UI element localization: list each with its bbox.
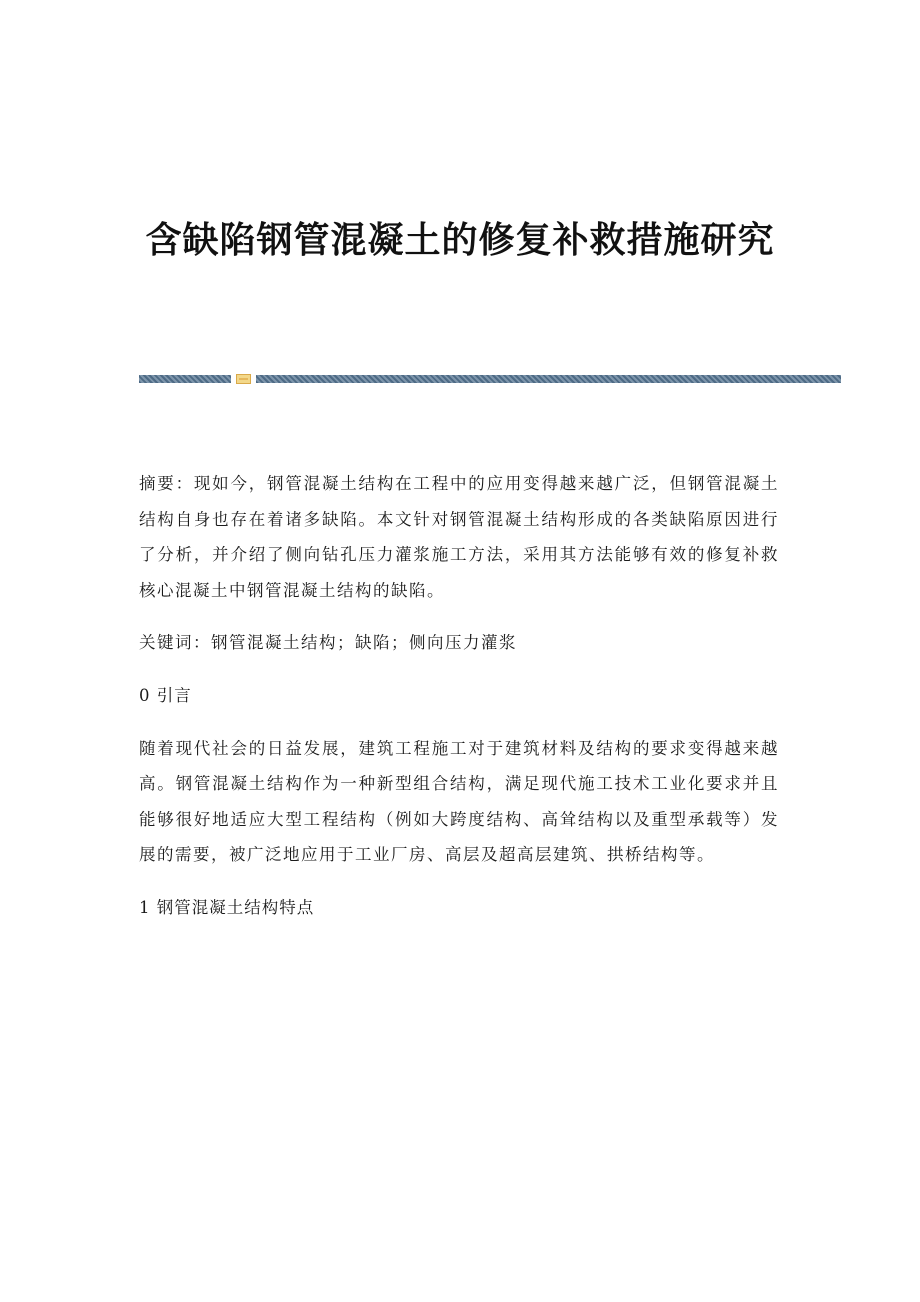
document-title: 含缺陷钢管混凝土的修复补救措施研究: [145, 219, 775, 261]
divider-right-bar: [256, 375, 841, 383]
divider-left-bar: [139, 375, 231, 383]
keywords-paragraph: 关键词：钢管混凝土结构；缺陷；侧向压力灌浆: [139, 633, 517, 653]
title-divider: [139, 374, 841, 384]
abstract-paragraph: 摘要：现如今，钢管混凝土结构在工程中的应用变得越来越广泛，但钢管混凝土结构自身也存在着诸多缺陷。本文针对钢管混凝土结构形成的各类缺陷原因进行了分析，并介绍了侧向钻孔压力灌浆施工方法，采用其方法能够有效的修复补救核心混凝土中钢管混凝土结构的缺陷。: [139, 474, 779, 600]
divider-ornament-icon: [236, 374, 251, 384]
introduction-paragraph: 随着现代社会的日益发展，建筑工程施工对于建筑材料及结构的要求变得越来越高。钢管混凝土结构作为一种新型组合结构，满足现代施工技术工业化要求并且能够很好地适应大型工程结构（例如大跨度结构、高耸结构以及重型承载等）发展的需要，被广泛地应用于工业厂房、高层及超高层建筑、拱桥结构等。: [139, 738, 779, 865]
section-heading-introduction: 0 引言: [139, 685, 192, 705]
section-heading-characteristics: 1 钢管混凝土结构特点: [139, 897, 315, 917]
document-body: [139, 466, 779, 943]
